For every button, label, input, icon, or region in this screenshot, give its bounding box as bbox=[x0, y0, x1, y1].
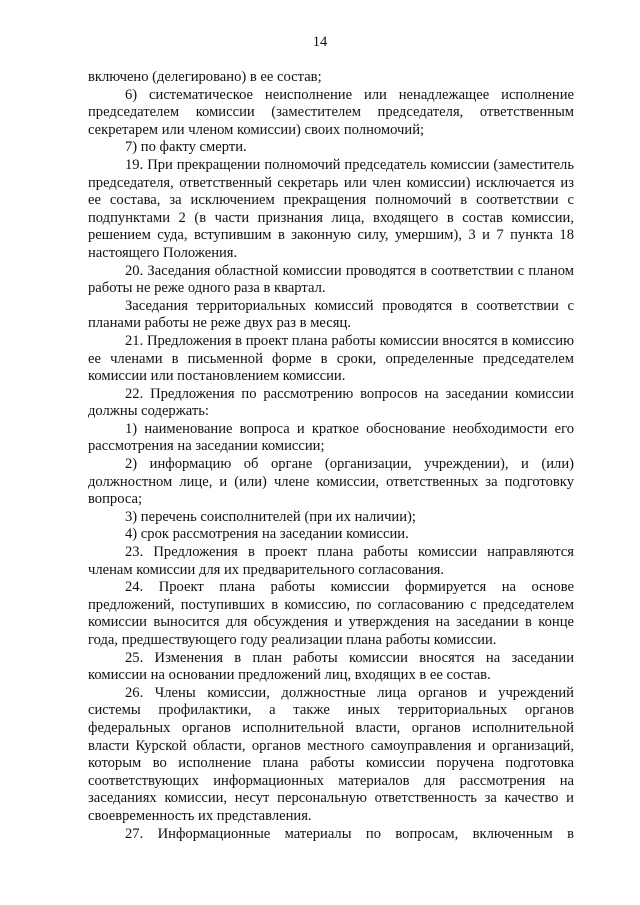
paragraph-19: 19. При прекращении полномочий председатель комиссии (заместитель председателя, ответственный секретарь или член комиссии) исключается из ее состава, за исключением прекращения полномочий в соответствии с подпунктами 2 (в части признания лица, входящего в состав комиссии, решением суда, вступившим в законную силу, умершим), 3 и 7 пункта 18 настоящего Положения. bbox=[88, 156, 574, 261]
paragraph-22: 22. Предложения по рассмотрению вопросов на заседании комиссии должны содержать: bbox=[88, 385, 574, 420]
paragraph-continuation: включено (делегировано) в ее состав; bbox=[88, 69, 322, 85]
page-number: 14 bbox=[312, 34, 328, 50]
paragraph-22-item-4: 4) срок рассмотрения на заседании комиссии. bbox=[125, 526, 409, 543]
paragraph-20: 20. Заседания областной комиссии проводятся в соответствии с планом работы не реже одного раза в квартал. bbox=[88, 262, 574, 297]
paragraph-24: 24. Проект плана работы комиссии формируется на основе предложений, поступивших в комиссию, по согласованию с председателем комиссии выносится для обсуждения и утверждения на заседании в конце года, предшествующего году реализации плана работы комиссии. bbox=[88, 579, 574, 648]
paragraph-item-6: 6) систематическое неисполнение или ненадлежащее исполнение председателем комиссии (заместителем председателя, ответственным секретарем или членом комиссии) своих полномочий; bbox=[88, 86, 574, 138]
document-body bbox=[88, 69, 574, 843]
paragraph-item-7: 7) по факту смерти. bbox=[125, 139, 247, 156]
paragraph-22-item-2: 2) информацию об органе (организации, учреждении), и (или) должностном лице, и (или) члене комиссии, ответственных за подготовку вопроса; bbox=[88, 456, 574, 508]
paragraph-26: 26. Члены комиссии, должностные лица органов и учреждений системы профилактики, а также иных территориальных органов федеральных органов исполнительной власти, органов исполнительной власти Курской области, органов местного самоуправления и организаций, которым во исполнение плана работы комиссии поручена подготовка соответствующих информационных материалов для рассмотрения на заседаниях комиссии, несут персональную ответственность за качество и своевременность их представления. bbox=[88, 684, 574, 824]
paragraph-22-item-3: 3) перечень соисполнителей (при их наличии); bbox=[125, 508, 416, 525]
paragraph-21: 21. Предложения в проект плана работы комиссии вносятся в комиссию ее членами в письменной форме в сроки, определенные председателем комиссии или постановлением комиссии. bbox=[88, 332, 574, 385]
paragraph-22-item-1: 1) наименование вопроса и краткое обоснование необходимости его рассмотрения на заседании комиссии; bbox=[88, 420, 574, 455]
paragraph-25: 25. Изменения в план работы комиссии вносятся на заседании комиссии на основании предложений лиц, входящих в ее состав. bbox=[88, 649, 574, 684]
paragraph-23: 23. Предложения в проект плана работы комиссии направляются членам комиссии для их предварительного согласования. bbox=[88, 544, 574, 578]
paragraph-27: 27. Информационные материалы по вопросам, включенным в bbox=[125, 825, 574, 842]
paragraph-20-territorial: Заседания территориальных комиссий проводятся в соответствии с планами работы не реже двух раз в месяц. bbox=[88, 297, 574, 332]
